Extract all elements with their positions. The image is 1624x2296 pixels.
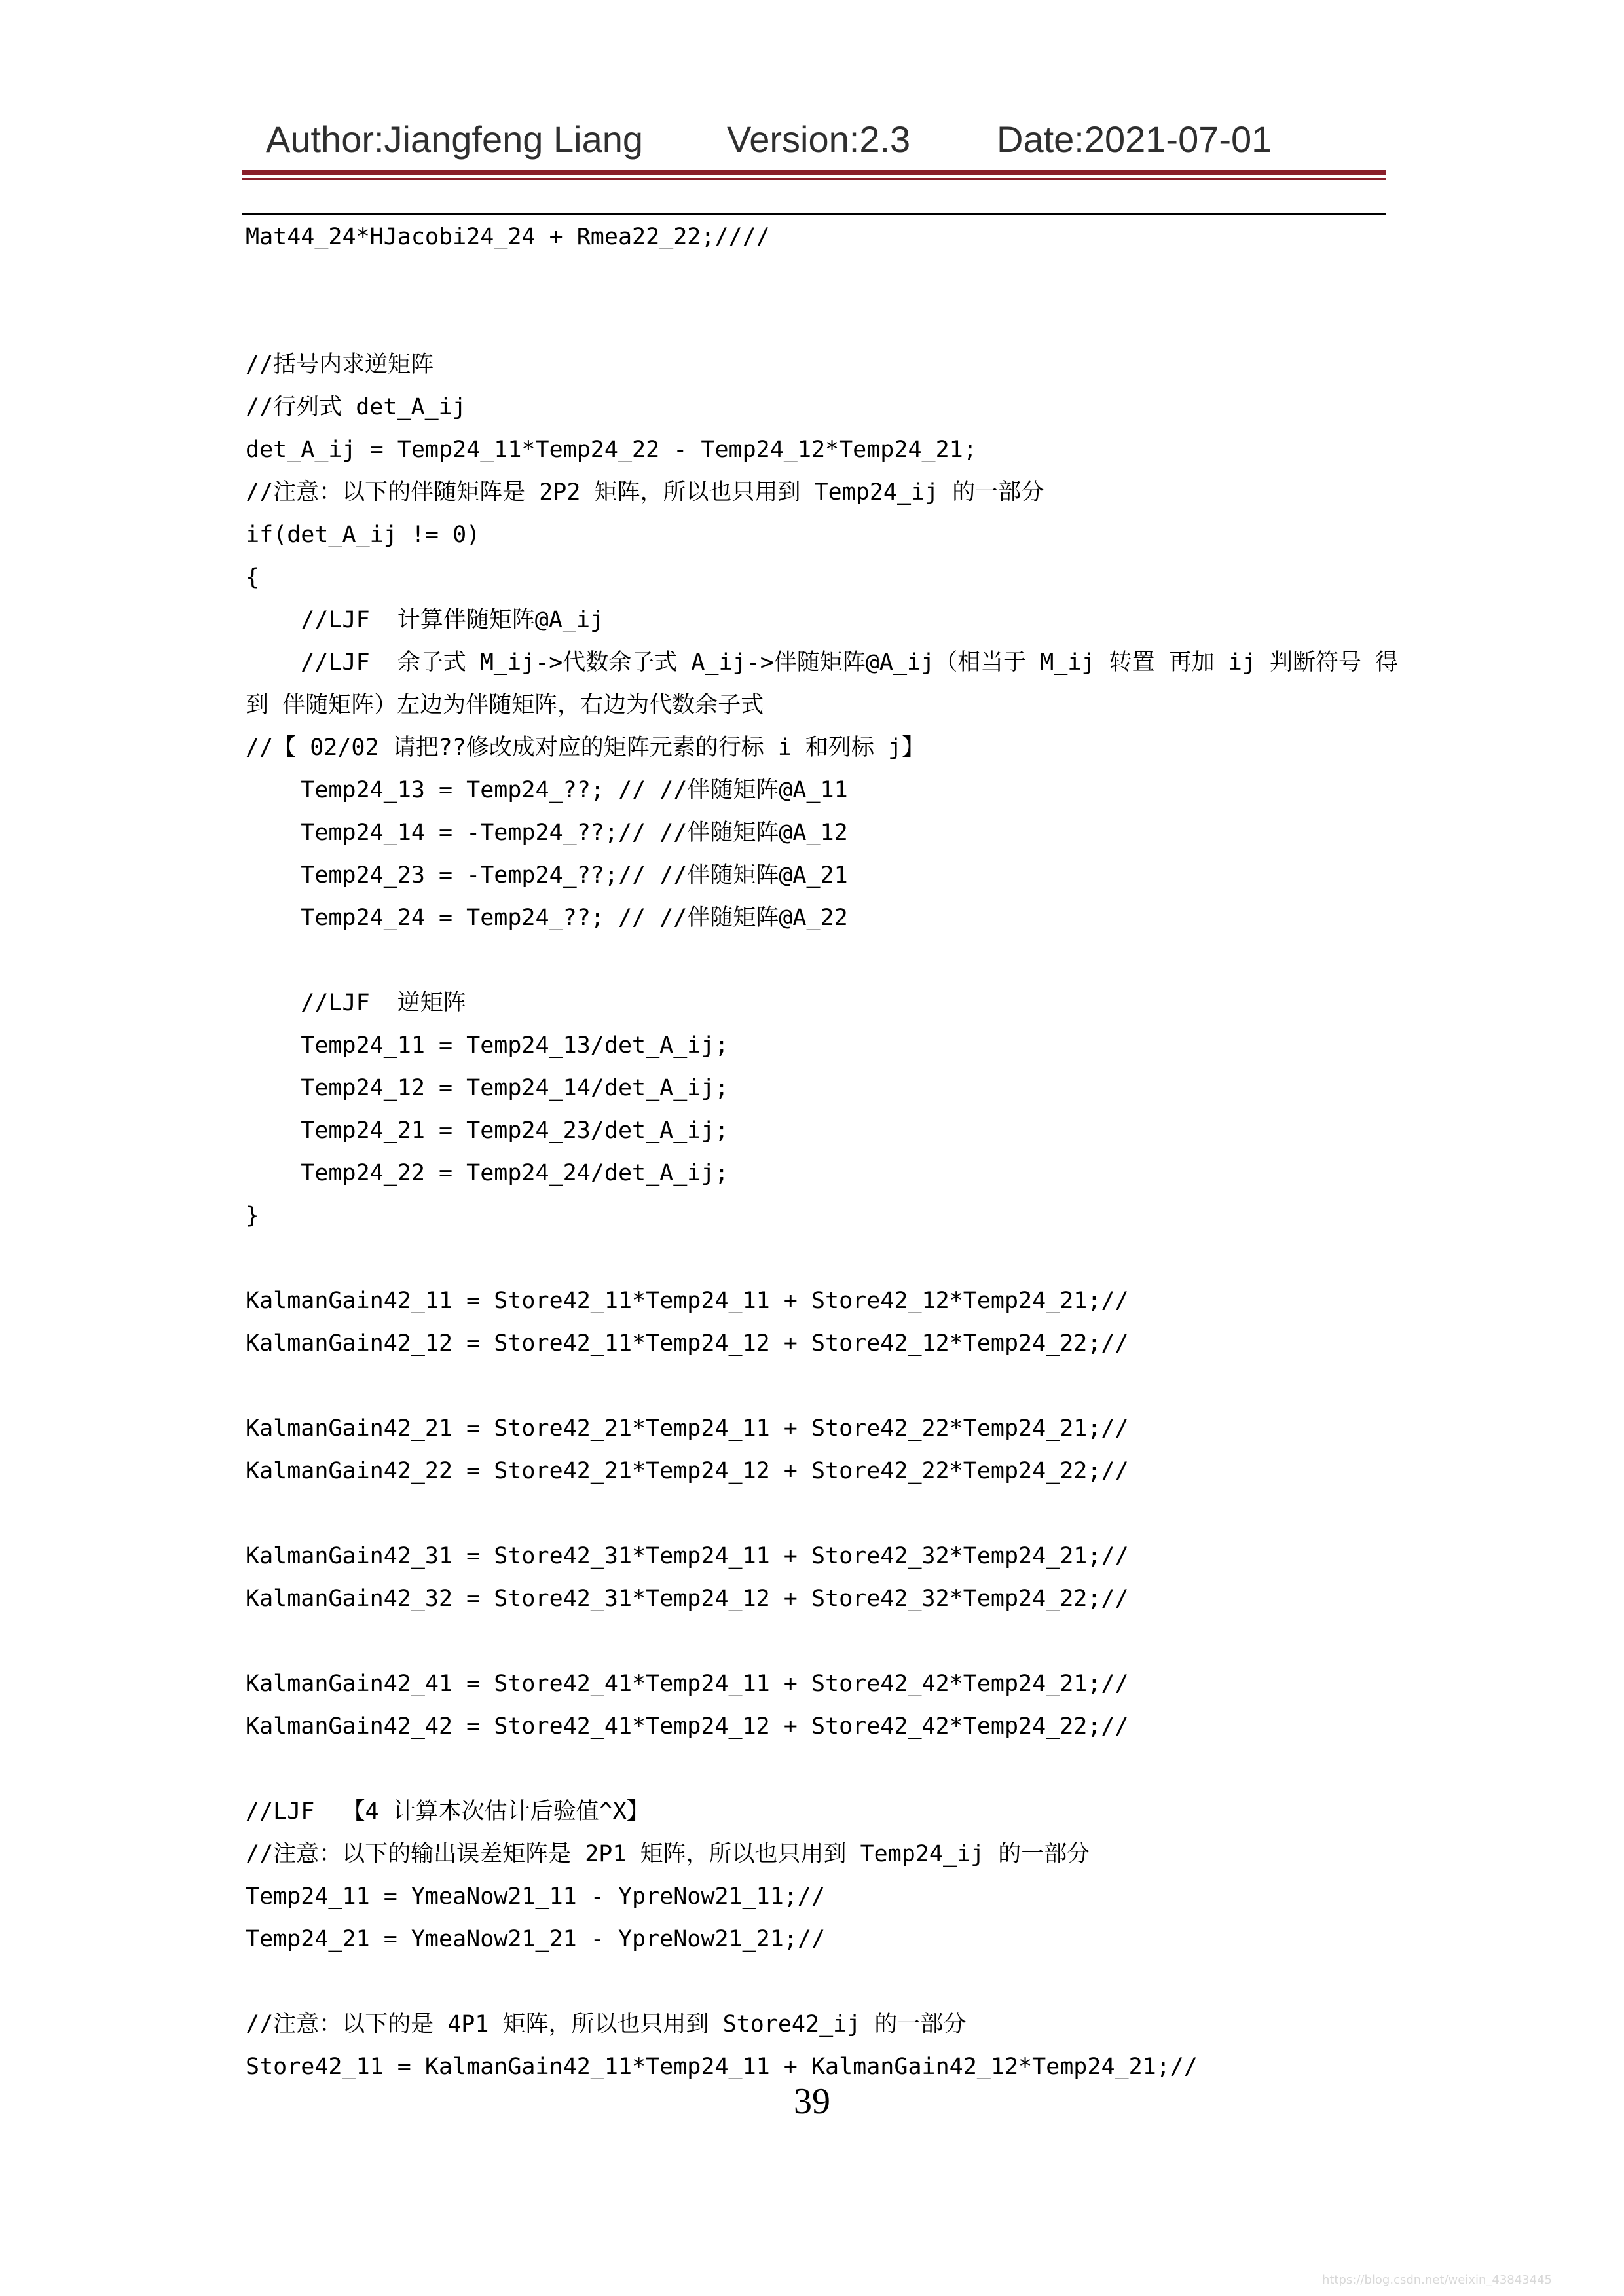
code-line bbox=[246, 1237, 1385, 1280]
code-line: //LJF 计算伴随矩阵@A_ij bbox=[246, 607, 604, 633]
code-line: Temp24_13 = Temp24_??; // //伴随矩阵@A_11 bbox=[246, 777, 848, 803]
code-line: Store42_11 = KalmanGain42_11*Temp24_11 + KalmanGain42_12*Temp24_21;// bbox=[246, 2054, 1198, 2080]
header-rule-thick bbox=[242, 170, 1386, 175]
code-line: Temp24_21 = YmeaNow21_21 - YpreNow21_21;// bbox=[246, 1926, 826, 1952]
code-line: Mat44_24*HJacobi24_24 + Rmea22_22;//// bbox=[246, 224, 770, 250]
code-line: //括号内求逆矩阵 bbox=[246, 352, 434, 378]
code-line: KalmanGain42_42 = Store42_41*Temp24_12 + Store42_42*Temp24_22;// bbox=[246, 1713, 1129, 1740]
code-line: //注意：以下的伴随矩阵是 2P2 矩阵，所以也只用到 Temp24_ij 的一部分 bbox=[246, 479, 1044, 505]
header-version: Version:2.3 bbox=[727, 118, 911, 160]
code-line bbox=[246, 259, 1385, 301]
code-line bbox=[246, 301, 1385, 344]
code-line: if(det_A_ij != 0) bbox=[246, 522, 481, 548]
code-line: Temp24_11 = Temp24_13/det_A_ij; bbox=[246, 1032, 729, 1059]
code-line: //注意：以下的输出误差矩阵是 2P1 矩阵，所以也只用到 Temp24_ij 的一部分 bbox=[246, 1841, 1090, 1867]
header-date: Date:2021-07-01 bbox=[997, 118, 1272, 160]
code-line bbox=[246, 939, 1385, 982]
code-line bbox=[246, 1365, 1385, 1408]
code-line: //注意：以下的是 4P1 矩阵，所以也只用到 Store42_ij 的一部分 bbox=[246, 2011, 967, 2037]
code-line: Temp24_12 = Temp24_14/det_A_ij; bbox=[246, 1075, 729, 1101]
code-line: KalmanGain42_32 = Store42_31*Temp24_12 + Store42_32*Temp24_22;// bbox=[246, 1586, 1129, 1612]
code-line: Temp24_23 = -Temp24_??;// //伴随矩阵@A_21 bbox=[246, 862, 848, 888]
code-line: KalmanGain42_31 = Store42_31*Temp24_11 + Store42_32*Temp24_21;// bbox=[246, 1543, 1129, 1569]
code-line: } bbox=[246, 1203, 260, 1229]
code-line bbox=[246, 1493, 1385, 1535]
code-listing bbox=[246, 216, 1399, 2088]
code-line: Temp24_22 = Temp24_24/det_A_ij; bbox=[246, 1160, 729, 1186]
code-line: //行列式 det_A_ij bbox=[246, 394, 466, 420]
code-line: 到 伴随矩阵）左边为伴随矩阵，右边为代数余子式 bbox=[246, 692, 764, 718]
code-line: Temp24_24 = Temp24_??; // //伴随矩阵@A_22 bbox=[246, 905, 848, 931]
code-line: //【 02/02 请把??修改成对应的矩阵元素的行标 i 和列标 j】 bbox=[246, 735, 925, 761]
code-line: det_A_ij = Temp24_11*Temp24_22 - Temp24_12*Temp24_21; bbox=[246, 437, 977, 463]
code-line: KalmanGain42_11 = Store42_11*Temp24_11 + Store42_12*Temp24_21;// bbox=[246, 1288, 1129, 1314]
code-line: //LJF 逆矩阵 bbox=[246, 990, 466, 1016]
page-number: 39 bbox=[794, 2081, 830, 2122]
header-author: Author:Jiangfeng Liang bbox=[266, 118, 643, 160]
code-line: KalmanGain42_22 = Store42_21*Temp24_12 + Store42_22*Temp24_22;// bbox=[246, 1458, 1129, 1484]
header-rule-black bbox=[242, 213, 1386, 215]
code-line: KalmanGain42_21 = Store42_21*Temp24_11 + Store42_22*Temp24_21;// bbox=[246, 1415, 1129, 1442]
code-line: //LJF 余子式 M_ij->代数余子式 A_ij->伴随矩阵@A_ij（相当于 M_ij 转置 再加 ij 判断符号 得 bbox=[246, 649, 1399, 676]
code-line bbox=[246, 1961, 1385, 2003]
code-line: KalmanGain42_41 = Store42_41*Temp24_11 + Store42_42*Temp24_21;// bbox=[246, 1671, 1129, 1697]
header-rule-thin bbox=[242, 178, 1386, 180]
watermark-url: https://blog.csdn.net/weixin_43843445 bbox=[1321, 2273, 1552, 2287]
code-line bbox=[246, 1748, 1385, 1791]
code-line: KalmanGain42_12 = Store42_11*Temp24_12 + Store42_12*Temp24_22;// bbox=[246, 1330, 1129, 1357]
code-line: Temp24_11 = YmeaNow21_11 - YpreNow21_11;// bbox=[246, 1884, 826, 1910]
code-line bbox=[246, 1620, 1385, 1663]
code-line: //LJF 【4 计算本次估计后验值^X】 bbox=[246, 1798, 650, 1825]
code-line: { bbox=[246, 564, 260, 591]
code-line: Temp24_21 = Temp24_23/det_A_ij; bbox=[246, 1118, 729, 1144]
code-line: Temp24_14 = -Temp24_??;// //伴随矩阵@A_12 bbox=[246, 820, 848, 846]
